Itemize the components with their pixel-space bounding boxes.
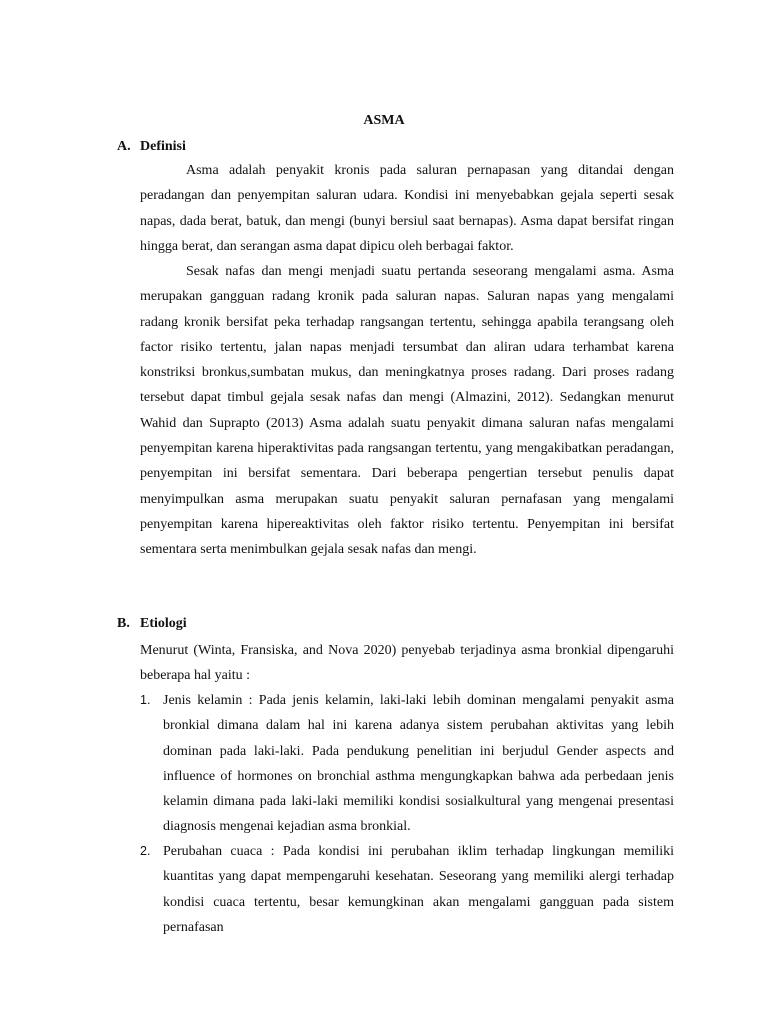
section-b-label: B. [117,616,130,631]
section-a-heading [117,138,186,156]
list-item [140,839,674,940]
definition-paragraph-2: Sesak nafas dan mengi menjadi suatu pertanda seseorang mengalami asma. Asma merupakan gangguan radang kronik pada saluran napas. Saluran napas yang mengalami radang kronik bersifat peka terhadap rangsangan tertentu, sehingga apabila terangsang oleh factor risiko tertentu, jalan napas menjadi tersumbat dan aliran udara terhambat karena konstriksi bronkus,sumbatan mukus, dan meningkatnya proses radang. Dari proses radang tersebut dapat timbul gejala sesak nafas dan mengi (Almazini, 2012). Sedangkan menurut Wahid dan Suprapto (2013) Asma adalah suatu penyakit dimana saluran nafas mengalami penyempitan karena hiperaktivitas pada rangsangan tertentu, yang mengakibatkan peradangan, penyempitan ini bersifat sementara. Dari beberapa pengertian tersebut penulis dapat menyimpulkan asma merupakan suatu penyakit saluran pernafasan yang mengalami penyempitan karena hipereaktivitas oleh faktor risiko tertentu. Penyempitan ini bersifat sementara serta menimbulkan gejala sesak nafas dan mengi. [140,264,674,558]
section-b-title: Etiologi [140,616,187,631]
section-a-title: Definisi [140,139,186,154]
list-item-number: 1. [140,693,151,707]
section-b-heading [117,615,187,633]
section-a-label: A. [117,139,131,154]
definition-paragraph-1: Asma adalah penyakit kronis pada saluran pernapasan yang ditandai dengan peradangan dan penyempitan saluran udara. Kondisi ini menyebabkan gejala seperti sesak napas, dada berat, batuk, dan mengi (bunyi bersiul saat bernapas). Asma dapat bersifat ringan hingga berat, dan serangan asma dapat dipicu oleh berbagai faktor. [140,163,674,254]
list-item-text: Jenis kelamin : Pada jenis kelamin, laki-laki lebih dominan mengalami penyakit asma bronkial dimana dalam hal ini karena adanya sistem perubahan aktivitas yang lebih dominan pada laki-laki. Pada pendukung penelitian ini berjudul Gender aspects and influence of hormones on bronchial asthma mengungkapkan bahwa ada perbedaan jenis kelamin dimana pada laki-laki memiliki kondisi sosialkultural yang mengenai presentasi diagnosis mengenai kejadian asma bronkial. [163,693,674,835]
list-item-text: Perubahan cuaca : Pada kondisi ini perubahan iklim terhadap lingkungan memiliki kuantitas yang dapat mempengaruhi kesehatan. Seseorang yang memiliki alergi terhadap kondisi cuaca tertentu, besar kemungkinan akan mengalami gangguan pada sistem pernafasan [163,844,674,935]
list-item [140,688,674,840]
list-item-number: 2. [140,844,151,858]
etiology-intro: Menurut (Winta, Fransiska, and Nova 2020) penyebab terjadinya asma bronkial dipengaruhi beberapa hal yaitu : [140,643,674,684]
document-title: ASMA [363,113,405,128]
